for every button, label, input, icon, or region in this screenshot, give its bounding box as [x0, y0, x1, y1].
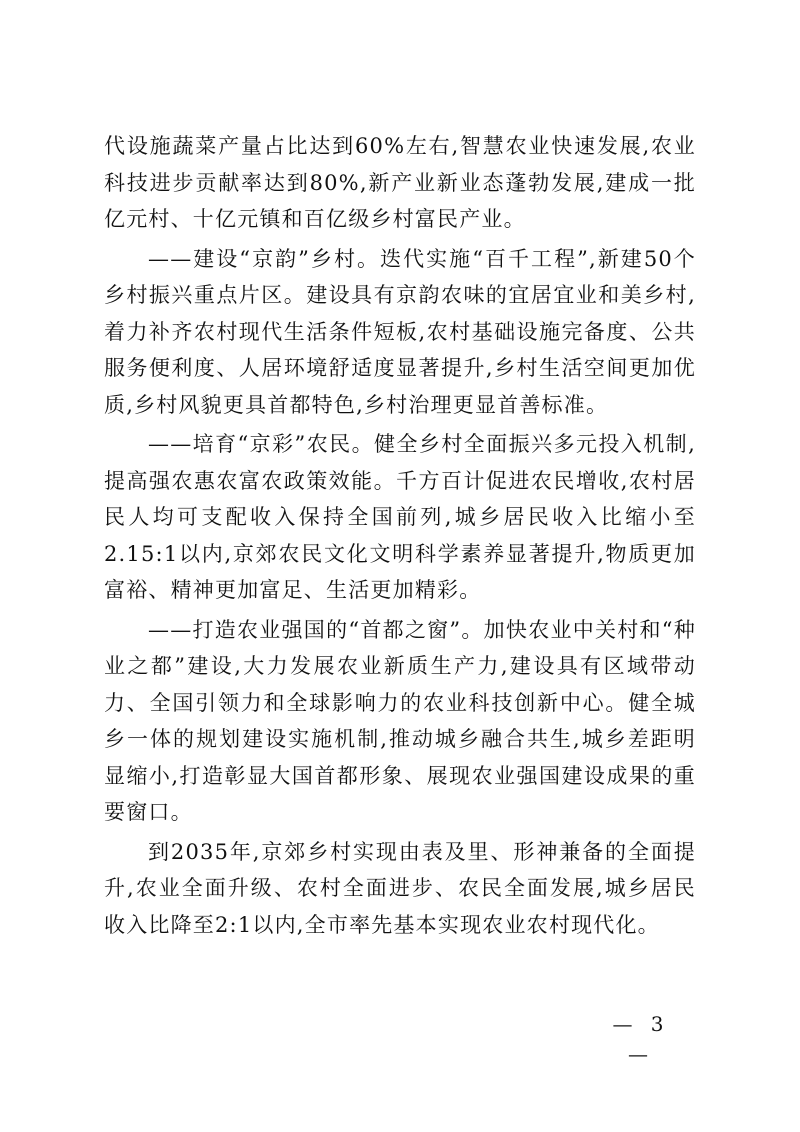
paragraph-2035-goal: 到2035年,京郊乡村实现由表及里、形神兼备的全面提升,农业全面升级、农村全面进步、农民全面发展,城乡居民收入比降至2:1以内,全市率先基本实现农业农村现代化。	[104, 839, 696, 937]
paragraph-jingcai-farmers: ——培育“京彩”农民。健全乡村全面振兴多元投入机制,提高强农惠农富农政策效能。千方百计促进农民增收,农村居民人均可支配收入保持全国前列,城乡居民收入比缩小至2.15:1以内,京郊农民文化文明科学素养显著提升,物质更加富裕、精神更加富足、生活更加精彩。	[104, 432, 696, 602]
paragraph-capital-window: ——打造农业强国的“首都之窗”。加快农业中关村和“种业之都”建设,大力发展农业新质生产力,建设具有区域带动力、全国引领力和全球影响力的农业科技创新中心。健全城乡一体的规划建设实施机制,推动城乡融合共生,城乡差距明显缩小,打造彰显大国首都形象、展现农业强国建设成果的重要窗口。	[104, 617, 696, 824]
page-number: — 3 —	[612, 1012, 670, 1066]
paragraph-continuation: 代设施蔬菜产量占比达到60%左右,智慧农业快速发展,农业科技进步贡献率达到80%,新产业新业态蓬勃发展,建成一批亿元村、十亿元镇和百亿级乡村富民产业。	[104, 134, 696, 231]
document-body	[104, 128, 696, 946]
paragraph-jingyun-village: ——建设“京韵”乡村。迭代实施“百千工程”,新建50个乡村振兴重点片区。建设具有京韵农味的宜居宜业和美乡村,着力补齐农村现代生活条件短板,农村基础设施完备度、公共服务便利度、人居环境舒适度显著提升,乡村生活空间更加优质,乡村风貌更具首都特色,乡村治理更显首善标准。	[104, 246, 696, 417]
